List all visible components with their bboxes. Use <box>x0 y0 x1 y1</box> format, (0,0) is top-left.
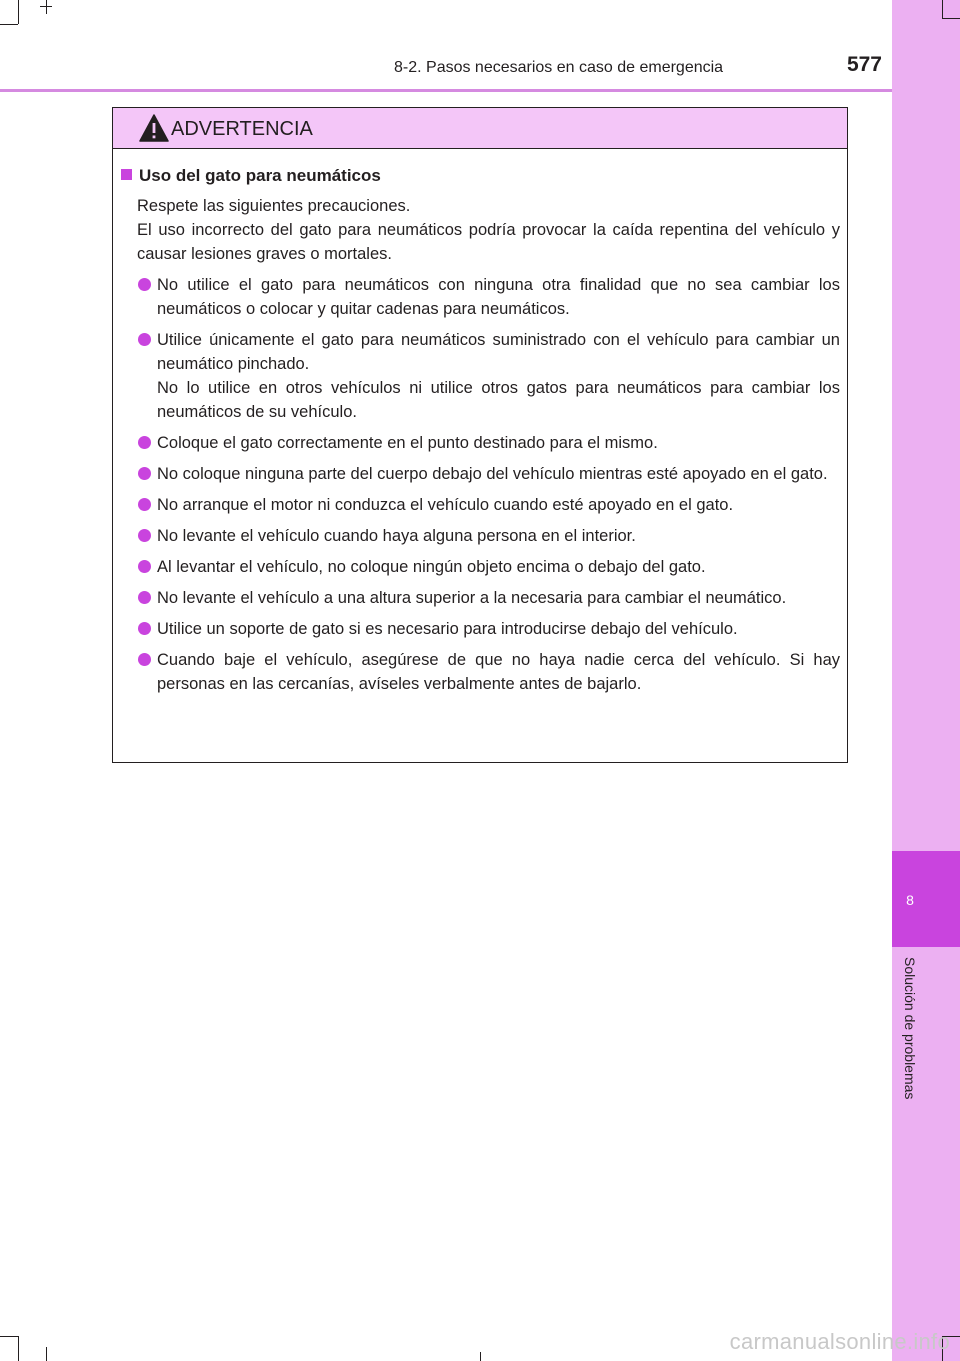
watermark[interactable]: carmanualsonline.info <box>729 1329 950 1354</box>
list-item <box>137 462 840 486</box>
list-item <box>137 273 840 321</box>
warning-box <box>112 107 848 763</box>
list-item-text: Utilice un soporte de gato si es necesario para introducirse debajo del vehículo. <box>157 620 738 638</box>
bullet-dot-icon <box>138 591 151 604</box>
list-item-text: No coloque ninguna parte del cuerpo debajo del vehículo mientras esté apoyado en el gato. <box>157 465 828 483</box>
bullet-dot-icon <box>138 560 151 573</box>
bullet-dot-icon <box>138 333 151 346</box>
warning-triangle-icon <box>139 114 169 142</box>
section-title-text: Uso del gato para neumáticos <box>139 166 381 185</box>
crop-mark <box>18 0 19 24</box>
crop-mark <box>0 24 18 25</box>
list-item <box>137 328 840 424</box>
list-item <box>137 431 840 455</box>
intro-text <box>137 194 840 266</box>
bullet-dot-icon <box>138 436 151 449</box>
crop-mark <box>0 1336 18 1337</box>
crop-mark <box>46 0 47 14</box>
bullet-dot-icon <box>138 653 151 666</box>
list-item <box>137 586 840 610</box>
list-item-text: No levante el vehículo a una altura superior a la necesaria para cambiar el neumático. <box>157 589 787 607</box>
crop-mark <box>40 6 52 7</box>
list-item <box>137 617 840 641</box>
list-item-text: No arranque el motor ni conduzca el vehículo cuando esté apoyado en el gato. <box>157 496 734 514</box>
warning-title: ADVERTENCIA <box>171 118 313 140</box>
bullet-dot-icon <box>138 467 151 480</box>
crop-mark <box>18 1336 19 1361</box>
list-item-text: Al levantar el vehículo, no coloque ningún objeto encima o debajo del gato. <box>157 558 706 576</box>
crop-mark <box>942 18 960 19</box>
crop-mark <box>480 1352 481 1361</box>
list-item <box>137 524 840 548</box>
warning-header <box>113 108 847 149</box>
crop-mark <box>46 1347 47 1361</box>
page-number: 577 <box>846 53 882 76</box>
header-rule <box>0 89 892 92</box>
list-item-text: Utilice únicamente el gato para neumáticos suministrado con el vehículo para cambiar un neumático pinchado. <box>157 331 840 373</box>
list-item-text: No lo utilice en otros vehículos ni utilice otros gatos para neumáticos para cambiar los neumáticos de su vehículo. <box>157 379 840 421</box>
crop-mark <box>942 0 943 18</box>
page-header-title: 8-2. Pasos necesarios en caso de emergencia <box>394 59 724 76</box>
list-item-text: Coloque el gato correctamente en el punto destinado para el mismo. <box>157 434 658 452</box>
list-item <box>137 555 840 579</box>
intro-line: El uso incorrecto del gato para neumáticos podría provocar la caída repentina del vehículo y causar lesiones graves o mortales. <box>137 221 840 263</box>
list-item-text: Cuando baje el vehículo, asegúrese de que no haya nadie cerca del vehículo. Si hay personas en las cercanías, avíseles verbalmente antes de bajarlo. <box>157 651 840 693</box>
list-item-text: No utilice el gato para neumáticos con ninguna otra finalidad que no sea cambiar los neumáticos o colocar y quitar cadenas para neumáticos. <box>157 276 840 318</box>
chapter-side-tab <box>892 0 960 1361</box>
bullet-dot-icon <box>138 278 151 291</box>
bullet-dot-icon <box>138 498 151 511</box>
precaution-list <box>137 273 840 703</box>
bullet-dot-icon <box>138 529 151 542</box>
list-item <box>137 648 840 696</box>
intro-line: Respete las siguientes precauciones. <box>137 197 411 215</box>
chapter-label: Solución de problemas <box>902 957 918 1100</box>
chapter-number: 8 <box>906 892 914 908</box>
bullet-dot-icon <box>138 622 151 635</box>
list-item-text: No levante el vehículo cuando haya alguna persona en el interior. <box>157 527 636 545</box>
square-bullet-icon <box>121 169 132 180</box>
section-title <box>121 165 381 187</box>
list-item <box>137 493 840 517</box>
